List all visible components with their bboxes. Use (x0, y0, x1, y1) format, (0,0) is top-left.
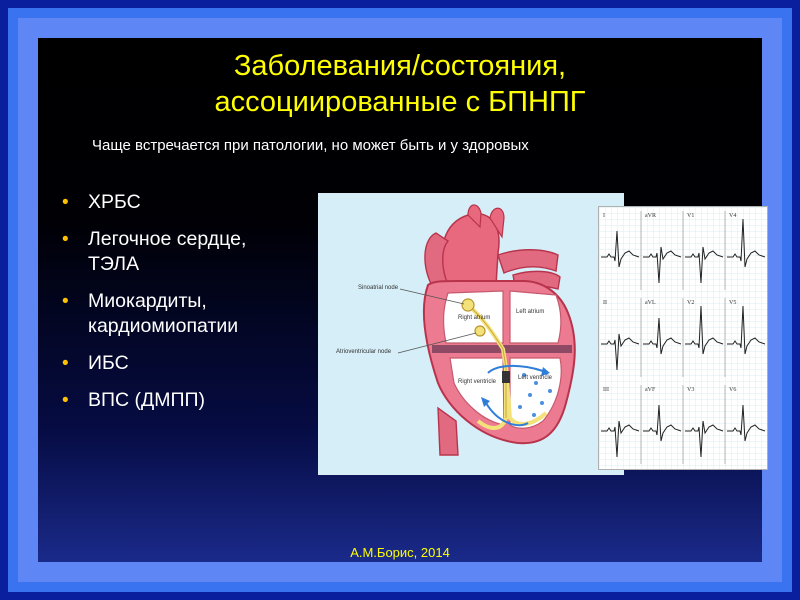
left-atrium-chamber (510, 291, 561, 343)
bullet-text-line2: ТЭЛА (88, 253, 140, 275)
label-right-ventricle: Right ventricle (458, 379, 497, 385)
ecg-lead-label: V4 (729, 213, 737, 219)
bundle-block-marker (502, 371, 510, 383)
ecg-lead-label: aVF (645, 387, 656, 393)
bullet-item (62, 351, 246, 376)
bullet-marker-icon: • (62, 390, 69, 411)
ecg-lead-label: V1 (687, 213, 695, 219)
slide-title-line1: Заболевания/состояния, (233, 50, 567, 82)
bullet-list (62, 190, 246, 425)
sinoatrial-node-icon (462, 299, 474, 311)
ecg-lead-label: V5 (729, 300, 737, 306)
inferior-vena-cava-shape (438, 408, 458, 455)
bullet-marker-icon: • (62, 229, 69, 250)
ecg-lead-label: I (603, 213, 605, 219)
bullet-item (62, 227, 246, 277)
ecg-lead-label: V2 (687, 300, 695, 306)
pulmonary-artery-shape (498, 250, 558, 273)
label-sinoatrial-node: Sinoatrial node (358, 285, 399, 291)
ecg-lead-label: III (603, 387, 609, 393)
ecg-lead-label: aVL (645, 300, 656, 306)
heart-diagram-panel (318, 193, 624, 475)
slide-title (0, 48, 800, 120)
slide-footer: А.М.Борис, 2014 (350, 545, 450, 560)
ecg-lead-label: II (603, 300, 607, 306)
heart-diagram (318, 193, 624, 475)
label-left-atrium: Left atrium (516, 309, 545, 315)
aorta-shape (441, 214, 499, 288)
bullet-text: Миокардиты, (88, 290, 207, 312)
slide-title-line2: ассоциированные с БПНПГ (214, 86, 586, 118)
ecg-panel (598, 206, 768, 470)
bullet-text: ИБС (88, 352, 129, 374)
label-av-node: Atrioventricular node (336, 349, 392, 355)
bullet-item (62, 388, 246, 413)
bullet-marker-icon: • (62, 353, 69, 374)
bullet-text: ВПС (ДМПП) (88, 389, 205, 411)
label-left-ventricle: Left ventricle (518, 375, 553, 381)
bullet-text: ХРБС (88, 191, 141, 213)
av-node-icon (475, 326, 485, 336)
bullet-item (62, 289, 246, 339)
ecg-chart (599, 207, 767, 469)
bullet-marker-icon: • (62, 192, 69, 213)
label-right-atrium: Right atrium (458, 315, 491, 321)
ecg-lead-label: aVR (645, 213, 656, 219)
bullet-text: Легочное сердце, (88, 228, 247, 250)
ecg-lead-label: V3 (687, 387, 695, 393)
slide-subtitle: Чаще встречается при патологии, но может быть и у здоровых (92, 137, 529, 154)
bullet-text-line2: кардиомиопатии (88, 315, 239, 337)
bullet-marker-icon: • (62, 291, 69, 312)
bullet-item (62, 190, 246, 215)
ecg-lead-label: V6 (729, 387, 737, 393)
